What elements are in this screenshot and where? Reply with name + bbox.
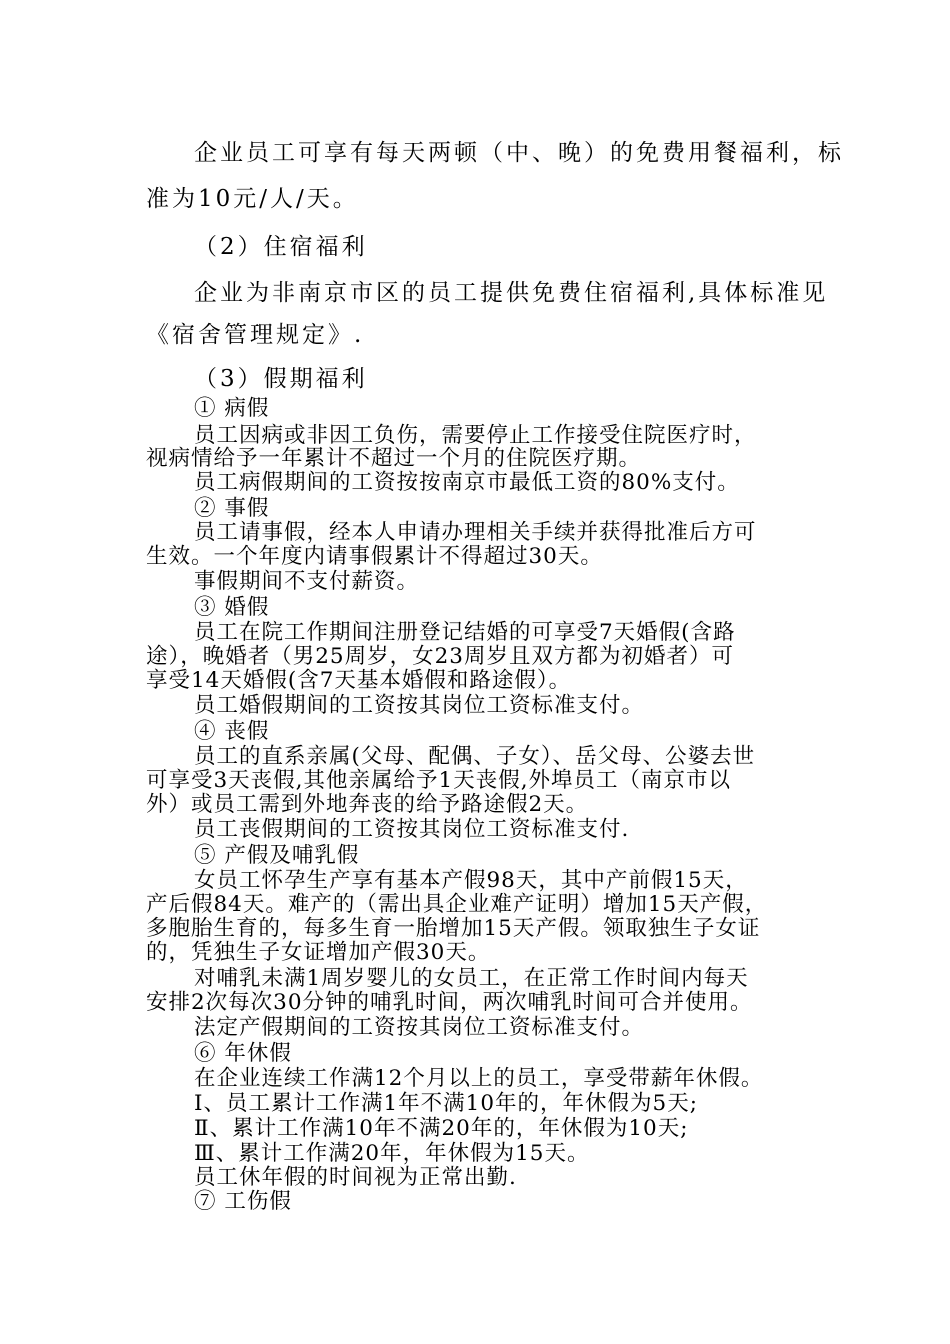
text-line: 员工在院工作期间注册登记结婚的可享受7天婚假(含路 xyxy=(194,620,736,645)
text-line: 生效。一个年度内请事假累计不得超过30天。 xyxy=(146,544,603,569)
text-line: 享受14天婚假(含7天基本婚假和路途假）。 xyxy=(146,668,572,693)
text-line: 途），晚婚者（男25周岁，女23周岁且双方都为初婚者）可 xyxy=(146,644,734,669)
subheading-marriage-leave: ③ 婚假 xyxy=(194,595,270,620)
subheading-bereavement-leave: ④ 丧假 xyxy=(194,719,270,744)
text-line: Ⅱ、累计工作满10年不满20年的，年休假为10天; xyxy=(194,1116,689,1141)
text-line: 产后假84天。难产的（需出具企业难产证明）增加15天产假， xyxy=(146,892,768,917)
section-heading-housing: （2）住宿福利 xyxy=(194,234,368,260)
text-line: 女员工怀孕生产享有基本产假98天，其中产前假15天， xyxy=(194,868,748,893)
text-line: 员工休年假的时间视为正常出勤. xyxy=(194,1165,517,1190)
text-line: 在企业连续工作满12个月以上的员工，享受带薪年休假。 xyxy=(194,1066,764,1091)
subheading-maternity-leave: ⑤ 产假及哺乳假 xyxy=(194,843,360,868)
text-line: 视病情给予一年累计不超过一个月的住院医疗期。 xyxy=(146,446,642,471)
text-line: 员工的直系亲属(父母、配偶、子女）、岳父母、公婆去世 xyxy=(194,744,756,769)
text-line: 员工病假期间的工资按按南京市最低工资的80%支付。 xyxy=(194,470,740,495)
text-line: 员工请事假，经本人申请办理相关手续并获得批准后方可 xyxy=(194,520,757,545)
text-line: 法定产假期间的工资按其岗位工资标准支付。 xyxy=(194,1015,645,1040)
section-heading-leave: （3）假期福利 xyxy=(194,366,368,392)
text-line: 员工婚假期间的工资按其岗位工资标准支付。 xyxy=(194,693,645,718)
subheading-personal-leave: ② 事假 xyxy=(194,496,270,521)
text-line: 员工丧假期间的工资按其岗位工资标准支付. xyxy=(194,817,630,842)
paragraph-housing-line2: 《宿舍管理规定》. xyxy=(146,322,365,348)
text-line: 事假期间不支付薪资。 xyxy=(194,569,420,594)
text-line: 对哺乳未满1周岁婴儿的女员工，在正常工作时间内每天 xyxy=(194,966,749,991)
paragraph-housing-line1: 企业为非南京市区的员工提供免费住宿福利,具体标准见 xyxy=(194,280,829,306)
text-line: 可享受3天丧假,其他亲属给予1天丧假,外埠员工（南京市以 xyxy=(146,768,732,793)
subheading-sick-leave: ① 病假 xyxy=(194,396,270,421)
text-line: 外）或员工需到外地奔丧的给予路途假2天。 xyxy=(146,792,589,817)
text-line: 的，凭独生子女证增加产假30天。 xyxy=(146,940,491,965)
text-line: 多胞胎生育的，每多生育一胎增加15天产假。领取独生子女证 xyxy=(146,916,761,941)
paragraph-meal-line1: 企业员工可享有每天两顿（中、晚）的免费用餐福利，标 xyxy=(194,140,844,166)
text-line: Ⅲ、累计工作满20年，年休假为15天。 xyxy=(194,1141,590,1166)
subheading-annual-leave: ⑥ 年休假 xyxy=(194,1041,292,1066)
text-line: 安排2次每次30分钟的哺乳时间，两次哺乳时间可合并使用。 xyxy=(146,990,753,1015)
subheading-work-injury-leave: ⑦ 工伤假 xyxy=(194,1189,292,1214)
text-line: Ⅰ、员工累计工作满1年不满10年的，年休假为5天; xyxy=(194,1091,698,1116)
paragraph-meal-line2: 准为10元/人/天。 xyxy=(146,186,359,212)
text-line: 员工因病或非因工负伤，需要停止工作接受住院医疗时， xyxy=(194,423,757,448)
